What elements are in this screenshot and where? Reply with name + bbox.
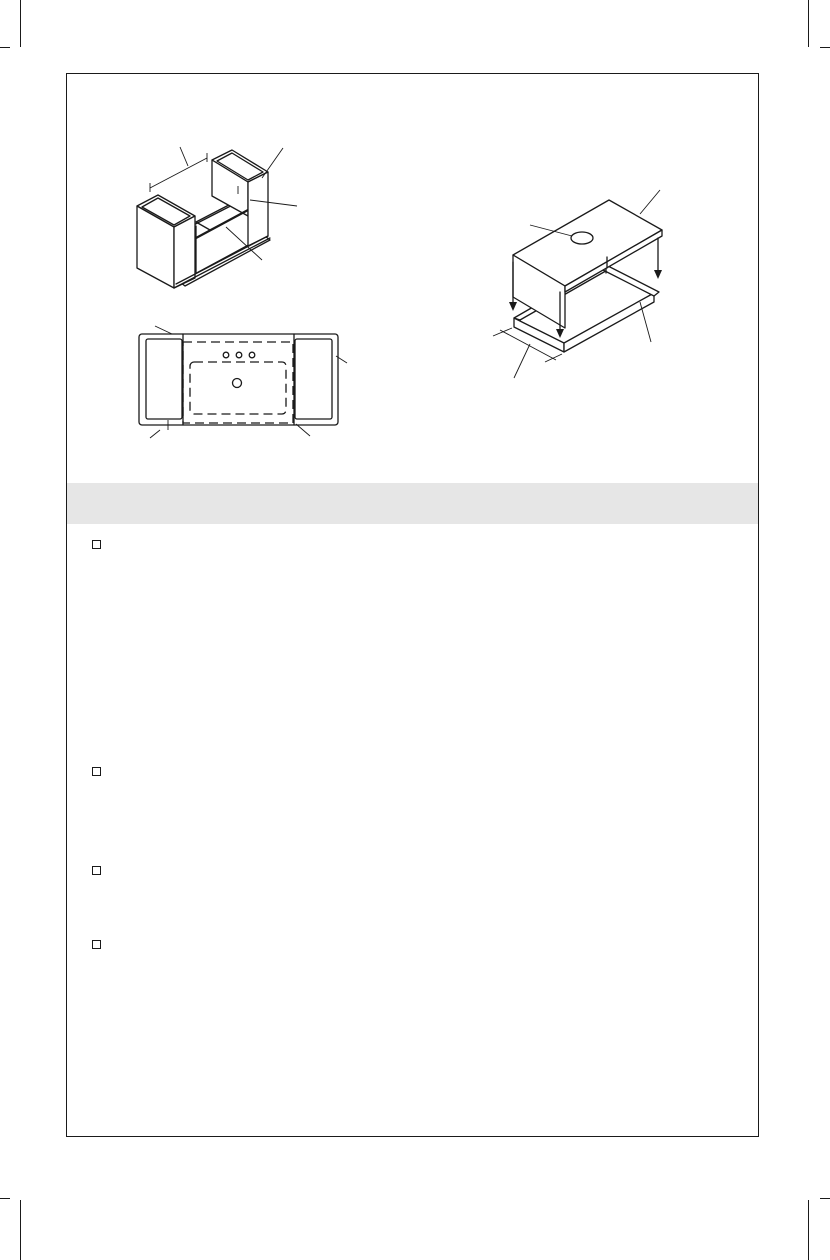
- checklist-item-4-checkbox-icon[interactable]: [92, 940, 101, 949]
- checklist-item-2-checkbox-icon[interactable]: [92, 767, 101, 776]
- instructions-band: [67, 483, 758, 524]
- checklist-item-1-checkbox-icon[interactable]: [92, 540, 101, 549]
- checklist-item-3-checkbox-icon[interactable]: [92, 866, 101, 875]
